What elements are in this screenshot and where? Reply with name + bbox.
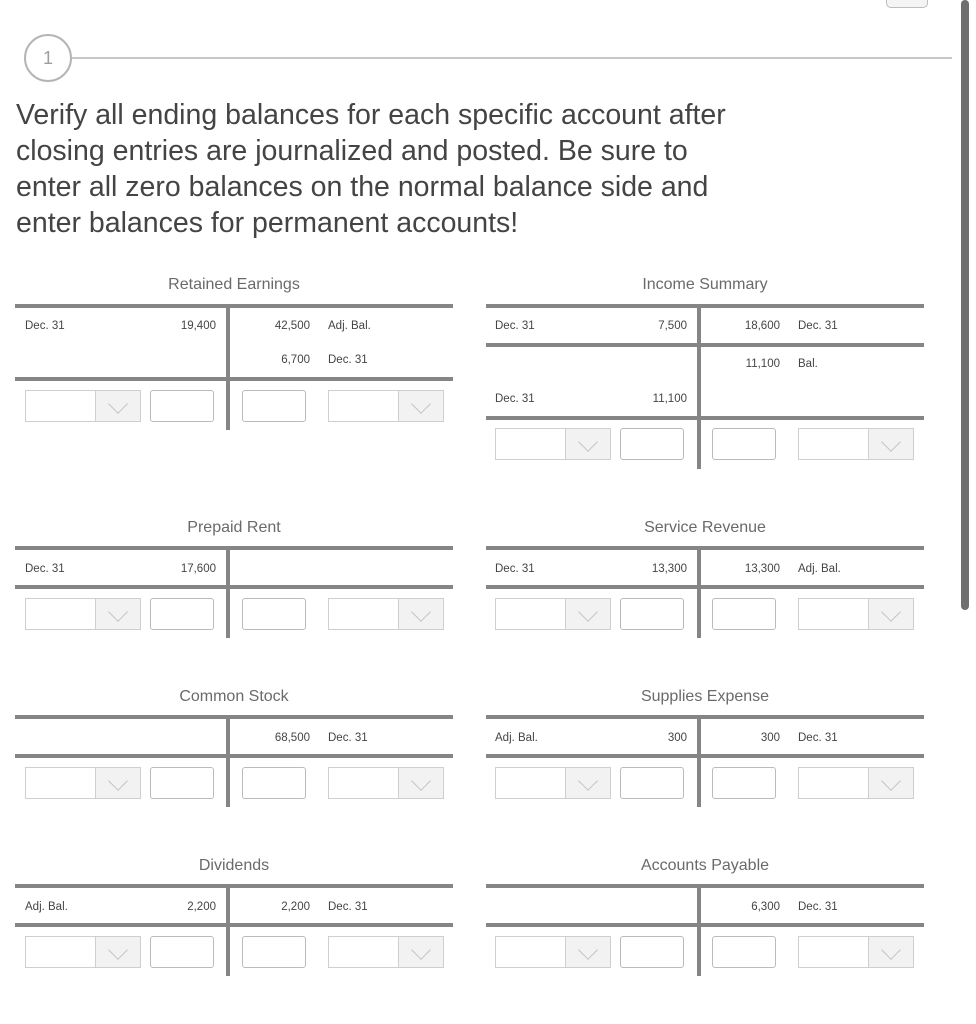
debit-balance-input[interactable] [150,598,214,630]
t-account-center-line [697,715,701,807]
credit-label: Dec. 31 [328,901,368,913]
t-account-center-line [697,546,701,638]
account-title: Retained Earnings [168,276,300,293]
debit-balance-input[interactable] [150,936,214,968]
t-account-top-line [486,884,924,888]
scrollbar[interactable] [961,0,969,610]
t-account-top-line [486,715,924,719]
debit-label: Adj. Bal. [25,901,68,913]
credit-date-dropdown[interactable] [328,598,444,630]
debit-balance-input[interactable] [620,428,684,460]
t-account-total-line [486,416,924,420]
credit-amount: 42,500 [274,320,310,332]
chevron-down-icon [578,432,598,452]
chevron-down-icon [881,432,901,452]
chevron-down-icon [578,602,598,622]
t-account-top-line [15,546,453,550]
chevron-down-icon [881,940,901,960]
t-account-center-line [697,304,701,469]
credit-label: Dec. 31 [328,732,368,744]
credit-amount: 6,300 [751,901,780,913]
credit-amount: 300 [760,732,780,744]
debit-date-dropdown[interactable] [495,767,611,799]
t-account-center-line [697,884,701,976]
chevron-down-icon [411,394,431,414]
credit-label: Dec. 31 [328,354,368,366]
chevron-down-icon [411,771,431,791]
credit-label: Bal. [798,358,818,370]
credit-amount: 18,600 [744,320,780,332]
account-title: Income Summary [642,276,768,293]
debit-amount: 17,600 [180,563,216,575]
chevron-down-icon [108,940,128,960]
debit-date-dropdown[interactable] [495,428,611,460]
debit-label: Dec. 31 [495,563,535,575]
t-account-center-line [226,715,230,807]
chevron-down-icon [108,394,128,414]
debit-label: Dec. 31 [25,563,65,575]
debit-amount: 300 [667,732,687,744]
credit-balance-input[interactable] [712,428,776,460]
credit-balance-input[interactable] [242,936,306,968]
credit-label: Dec. 31 [798,732,838,744]
credit-date-dropdown[interactable] [798,428,914,460]
credit-date-dropdown[interactable] [328,390,444,422]
credit-date-dropdown[interactable] [328,936,444,968]
credit-amount: 2,200 [281,901,310,913]
credit-date-dropdown[interactable] [328,767,444,799]
debit-date-dropdown[interactable] [25,390,141,422]
t-account-total-line [15,754,453,758]
t-account-top-line [486,304,924,308]
account-title: Prepaid Rent [187,519,281,536]
credit-balance-input[interactable] [712,598,776,630]
credit-amount: 6,700 [281,354,310,366]
debit-amount: 19,400 [180,320,216,332]
credit-balance-input[interactable] [242,598,306,630]
credit-amount: 68,500 [274,732,310,744]
t-account-top-line [486,546,924,550]
credit-balance-input[interactable] [242,390,306,422]
step-number-badge [24,34,72,82]
credit-amount: 11,100 [745,358,780,370]
debit-label: Adj. Bal. [495,732,538,744]
chevron-down-icon [881,771,901,791]
instructions-text: Verify all ending balances for each specific account after closing entries are journalized and posted. Be sure to enter all zero balances on the normal balance side and enter balances for permanent accounts! [16,99,726,239]
debit-amount: 13,300 [651,563,687,575]
chevron-down-icon [578,771,598,791]
t-account-center-line [226,546,230,638]
t-account-total-line [486,754,924,758]
debit-date-dropdown[interactable] [495,598,611,630]
debit-date-dropdown[interactable] [495,936,611,968]
account-title: Supplies Expense [640,688,770,705]
credit-amount: 13,300 [744,563,780,575]
debit-balance-input[interactable] [620,936,684,968]
credit-label: Dec. 31 [798,901,838,913]
t-account-top-line [15,304,453,308]
account-title: Common Stock [179,688,289,705]
credit-date-dropdown[interactable] [798,936,914,968]
debit-label: Dec. 31 [25,320,65,332]
t-account-top-line [15,715,453,719]
debit-date-dropdown[interactable] [25,598,141,630]
t-account-total-line [15,585,453,589]
chevron-down-icon [881,602,901,622]
credit-balance-input[interactable] [712,767,776,799]
credit-balance-input[interactable] [242,767,306,799]
credit-date-dropdown[interactable] [798,598,914,630]
debit-amount: 2,200 [187,901,216,913]
credit-label: Dec. 31 [798,320,838,332]
step-number: 1 [42,47,53,68]
t-account-subtotal-line [486,343,924,347]
debit-label: Dec. 31 [495,320,535,332]
t-account-total-line [15,377,453,381]
debit-date-dropdown[interactable] [25,767,141,799]
t-account-top-line [15,884,453,888]
debit-label: Dec. 31 [495,393,535,405]
collapse-button[interactable] [886,0,928,8]
t-account-total-line [15,923,453,927]
t-account-center-line [226,304,230,430]
chevron-down-icon [411,940,431,960]
account-title: Accounts Payable [640,857,770,874]
chevron-down-icon [108,602,128,622]
t-account-center-line [226,884,230,976]
debit-balance-input[interactable] [620,767,684,799]
step-divider [72,57,952,59]
credit-balance-input[interactable] [712,936,776,968]
debit-amount: 11,100 [652,393,687,405]
credit-date-dropdown[interactable] [798,767,914,799]
debit-amount: 7,500 [658,320,687,332]
account-title: Service Revenue [644,519,766,536]
chevron-down-icon [411,602,431,622]
credit-label: Adj. Bal. [798,563,841,575]
t-account-total-line [486,923,924,927]
chevron-down-icon [578,940,598,960]
credit-label: Adj. Bal. [328,320,371,332]
debit-date-dropdown[interactable] [25,936,141,968]
t-account-total-line [486,585,924,589]
debit-balance-input[interactable] [150,390,214,422]
account-title: Dividends [198,857,270,874]
chevron-down-icon [108,771,128,791]
debit-balance-input[interactable] [620,598,684,630]
debit-balance-input[interactable] [150,767,214,799]
